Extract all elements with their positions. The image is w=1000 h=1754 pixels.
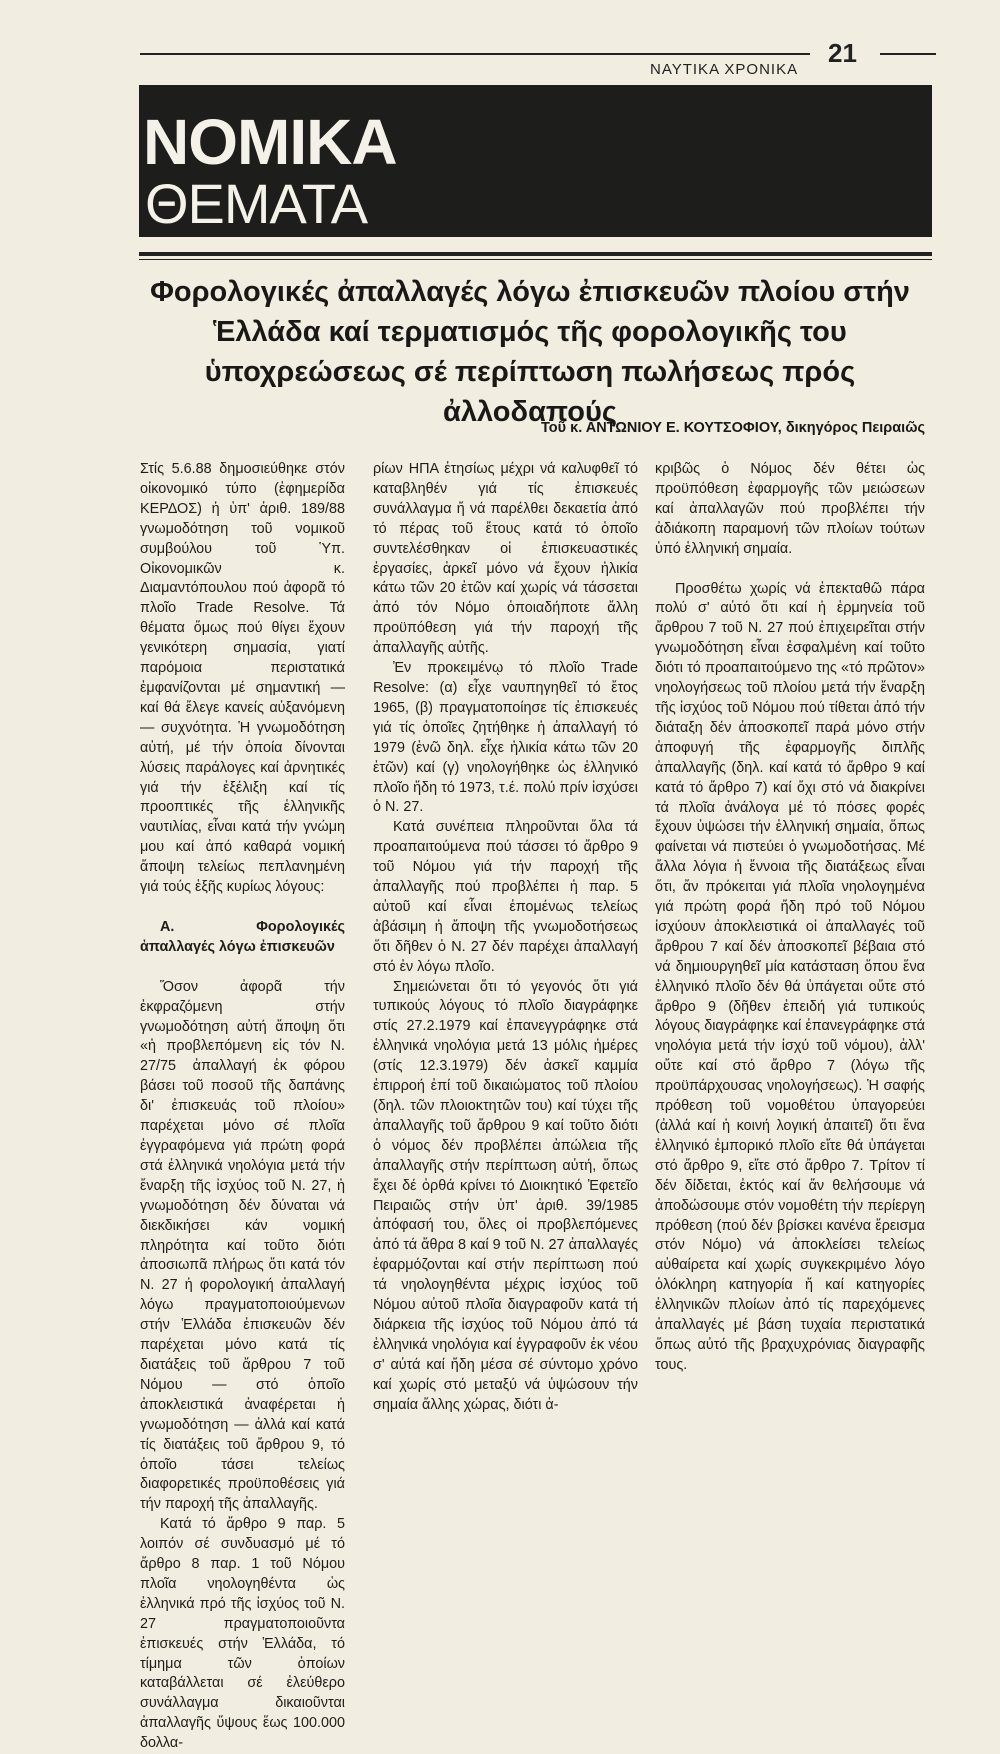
column-2 bbox=[373, 460, 638, 1416]
masthead-line1: ΝΟΜΙΚΑ bbox=[143, 106, 397, 178]
paragraph: ρίων ΗΠΑ ἐτησίως μέχρι νά καλυφθεῖ τό καταβληθέν γιά τίς ἐπισκευές συνάλλαγμα ἤ νά παρέλθει δεκαετία ἀπό τό πέρας τοῦ ἔτους κατά τό ὁποῖο συντελέσθηκαν οἱ ἐπισκευαστικές ἐργασίες, ἀρκεῖ μόνο νά ἔχουν ἡλικία κάτω τῶν 20 ἐτῶν καί χωρίς νά τάσσεται ἀπό τόν Νόμο ὁποιαδήποτε ἄλλη προϋπόθεση γιά τήν παροχή τῆς ἀπαλλαγῆς αὐτῆς. bbox=[373, 461, 638, 657]
paragraph: Κατά τό ἄρθρο 9 παρ. 5 λοιπόν σέ συνδυασμό μέ τό ἄρθρο 8 παρ. 1 τοῦ Νόμου πλοῖα νηολογηθέντα ὡς ἑλληνικά πρό τῆς ἰσχύος τοῦ Ν. 27 πραγματοποιοῦντα ἐπισκευές στήν Ἑλλάδα, τό τίμημα τῶν ὁποίων καταβάλλεται σέ ἐλεύθερο συνάλλαγμα δικαιοῦνται ἀπαλλαγῆς ὕψους ἕως 100.000 δολλα- bbox=[140, 1516, 345, 1752]
paragraph: Κατά συνέπεια πληροῦνται ὅλα τά προαπαιτούμενα πού τάσσει τό ἄρθρο 9 τοῦ Νόμου γιά τήν παροχή τῆς ἀπαλλαγῆς πού προβλέπει ἡ παρ. 5 αὐτοῦ καί εἶναι ἐπομένως τελείως ἀβάσιμη ἡ ἄποψη τῆς γνωμοδοτήσεως ὅτι δῆθεν ὁ Ν. 27 δέν παρέχει ἀπαλλαγή στό ἐν λόγω πλοῖο. bbox=[373, 819, 638, 975]
paragraph: Προσθέτω χωρίς νά ἐπεκταθῶ πάρα πολύ σ' αὐτό ὅτι καί ἡ ἑρμηνεία τοῦ ἄρθρου 7 τοῦ Ν. 27 πού ἐπιχειρεῖται στήν γνωμοδότηση εἶναι ἐσφαλμένη καί τοῦτο διότι τό προαπαιτούμενο της «τό πρῶτον» νηολογήσεως τοῦ πλοίου μετά τήν ἔναρξη τῆς ἰσχύος τοῦ Νόμου πού τίθεται ἀπό τήν διάταξη δέν ἀποσκοπεῖ παρά μόνο στήν ἀποφυγή τῆς ἐφαρμογῆς διπλῆς ἀπαλλαγῆς (δηλ. καί κατά τό ἄρθρο 9 καί κατά τό ἄρθρο 7) καί ὄχι στό νά διακρίνει τά πλοῖα ἀνάλογα μέ τό πόσες φορές ἔχουν ὑψώσει τήν ἑλληνική σημαία, ὅπως φαίνεται νά πιστεύει ὁ γνωμοδοτήσας. Μέ ἄλλα λόγια ἡ ἔννοια τῆς διατάξεως εἶναι ὅτι, ἄν πρόκειται γιά πλοῖα νηολογημένα γιά πρώτη φορά ἤδη πρό τοῦ Νόμου ἰσχύουν ἀποκλειστικά οἱ ἀπαλλαγές τοῦ ἄρθρου 7 καί δέν ἀποσκοπεῖ βέβαια στό νά δημιουργηθεῖ μία κατάσταση ὅπου ἕνα ἑλληνικό πλοῖο δέν θά ὑπάγεται οὔτε στό ἄρθρο 9 (δῆθεν ἐπειδή γιά τυπικούς λόγους διαγράφηκε καί ἐπανεγράφηκε στά νηολόγια μετά τήν ἰσχύ τοῦ νόμου), ἀλλ' οὔτε καί στό ἄρθρο 7 (λόγω τῆς προϋπάρχουσας νηολογήσεως). Ἡ σαφής πρόθεση τοῦ νομοθέτου ὑπαγορεύει (ἀλλά καί ἡ κοινή λογική ἀπαιτεῖ) ὅτι ἕνα ἑλληνικό ἐμπορικό πλοῖο εἴτε θά ὑπάγεται στό ἄρθρο 9, εἴτε στό ἄρθρο 7. Τρίτον τί δέν δίδεται, ἐκτός καί ἄν θελήσουμε νά ἀποδώσουμε στόν νομοθέτη τήν περίεργη πρόθεση (πού δέν βρίσκει κανένα ἔρεισμα στόν Νόμο) νά ἀποκλείσει τελείως αὐθαίρετα καί χωρίς συγκεκριμένο λόγο ὁλόκληρη κατηγορία ἤ καί κατηγορίες ἑλληνικῶν πλοίων ἀπό τίς παρεχόμενες ἀπαλλαγές μέ βάση τυχαία περιστατικά ὅπως αὐτό τῆς βραχυχρόνιας διαγραφῆς τους. bbox=[655, 580, 925, 1373]
page-number: 21 bbox=[828, 38, 857, 68]
masthead-line2: ΘΕΜΑΤΑ bbox=[145, 172, 368, 235]
paragraph: Στίς 5.6.88 δημοσιεύθηκε στόν οἰκονομικό τύπο (ἐφημερίδα ΚΕΡΔΟΣ) ἡ ὑπ' ἀριθ. 189/88 γνωμοδότηση τοῦ νομικοῦ συμβούλου τοῦ Ὑπ. Οἰκονομικῶν κ. Διαμαντόπουλου πού ἀφορᾶ τό πλοῖο Trade Resolve. Τά θέματα ὅμως πού θίγει ἔχουν γενικότερη σημασία, γιατί παρόμοια περιστατικά ἐμφανίζονται μέ σημαντική — καί θά ἔλεγε κανείς αὐξανόμενη — συχνότητα. Ἡ γνωμοδότηση αὐτή, μέ τήν ὁποία δίνονται λύσεις παράλογες καί ἀρνητικές γιά τήν ἐξέλιξη καί τίς προοπτικές τῆς ἑλληνικῆς ναυτιλίας, εἶναι κατά τήν γνώμη μου καί ἀπό καθαρά νομική ἄποψη τελείως πεπλανημένη γιά τούς ἑξῆς κυρίως λόγους: bbox=[140, 461, 345, 896]
masthead-rule-thick bbox=[139, 252, 932, 256]
running-header-magazine: ΝΑΥΤΙΚΑ ΧΡΟΝΙΚΑ bbox=[650, 61, 799, 78]
section-subheading: Α. Φορολογικές ἀπαλλαγές λόγω ἐπισκευῶν bbox=[140, 918, 345, 955]
column-3 bbox=[655, 460, 925, 1376]
article-byline: Τοῦ κ. ΑΝΤΩΝΙΟΥ Ε. ΚΟΥΤΣΟΦΙΟΥ, δικηγόρος Πειραιῶς bbox=[541, 420, 925, 436]
column-1 bbox=[140, 460, 345, 1754]
header-rule-left bbox=[140, 53, 810, 55]
paragraph: κριβῶς ὁ Νόμος δέν θέτει ὡς προϋπόθεση ἐφαρμογῆς τῶν μειώσεων καί ἀπαλλαγῶν πού προβλέπει τήν ἀδιάκοπη παραμονή τῶν πλοίων τούτων ὑπό ἑλληνική σημαία. bbox=[655, 461, 925, 557]
header-rule-right bbox=[880, 53, 936, 55]
paragraph: Σημειώνεται ὅτι τό γεγονός ὅτι γιά τυπικούς λόγους τό πλοῖο διαγράφηκε στίς 27.2.1979 καί ἐπανεγγράφηκε στά ἑλληνικά νηολόγια μετά 13 μόλις ἡμέρες (στίς 12.3.1979) δέν ἀσκεῖ καμμία ἐπιρροή ἐπί τοῦ δικαιώματος τοῦ πλοίου (δηλ. τῶν πλοιοκτητῶν του) καί τύχει τῆς ἀπαλλαγῆς τοῦ ἄρθρου 9 καί τοῦτο διότι ὁ νόμος δέν προβλέπει ἀπώλεια τῆς ἀπαλλαγῆς στήν περίπτωση αὐτή, ὅπως ἔχει δέ ὀρθά κρίνει τό Διοικητικό Ἐφετεῖο Πειραιῶς στήν ὑπ' ἀριθ. 39/1985 ἀπόφασή του, ὅλες οἱ προβλεπόμενες ἀπό τά ἄθρα 8 καί 9 τοῦ Ν. 27 ἀπαλλαγές ἐφαρμόζονται καί στήν περίπτωση πού τά νηολογηθέντα μέχρις ἰσχύος τοῦ Νόμου αὐτοῦ πλοῖα διαγραφοῦν κατά τή διάρκεια τῆς ἰσχύος τοῦ Νόμου ἀπό τά ἑλληνικά νηολόγια καί ἐγγραφοῦν ἐκ νέου σ' αὐτά καί ἤδη μέσα σέ σύντομο χρόνο καί χωρίς στό μεταξύ νά ὑψώσουν τήν σημαία ἄλλης χώρας, διότι ἀ- bbox=[373, 978, 638, 1413]
article-title: Φορολογικές ἀπαλλαγές λόγω ἐπισκευῶν πλοίου στήν Ἑλλάδα καί τερματισμός τῆς φορολογικῆς του ὑποχρεώσεως σέ περίπτωση πωλήσεως πρός ἀλλοδαπούς bbox=[150, 276, 910, 428]
masthead-rule-thin bbox=[139, 259, 932, 260]
paragraph: Ἐν προκειμένῳ τό πλοῖο Trade Resolve: (α) εἶχε ναυπηγηθεῖ τό ἔτος 1965, (β) πραγματοποίησε τίς ἐπισκευές γιά τίς ὁποῖες ζητήθηκε ἡ ἀπαλλαγή τό 1979 (ἑνῶ δηλ. εἶχε ἡλικία κάτω τῶν 20 ἐτῶν) καί (γ) νηολογήθηκε ὡς ἑλληνικό πλοῖο ἤδη τό 1973, τ.έ. πολύ πρίν ἰσχύσει ὁ Ν. 27. bbox=[373, 660, 638, 816]
paragraph: Ὅσον ἀφορᾶ τήν ἐκφραζόμενη στήν γνωμοδότηση αὐτή ἄποψη ὅτι «ἡ προβλεπόμενη εἰς τόν Ν. 27/75 ἀπαλλαγή ἐκ φόρου βάσει τοῦ ποσοῦ τῆς δαπάνης δι' ἐπισκευάς τοῦ πλοίου» παρέχεται μόνο σέ πλοῖα ἐγγραφόμενα γιά πρώτη φορά στά ἑλληνικά νηολόγια μετά τήν ἔναρξη τῆς ἰσχύος τοῦ Ν. 27, ἡ γνωμοδότηση δέν δύναται νά διεκδικήσει κάν νομική πληρότητα καί τοῦτο διότι ἀποσιωπᾶ πλήρως ὅτι κατά τόν Ν. 27 ἡ φορολογική ἀπαλλαγή λόγω πραγματοποιούμενων στήν Ἑλλάδα ἐπισκευῶν δέν παρέχεται μόνο κατά τίς διατάξεις τοῦ ἄρθρου 7 τοῦ Νόμου — στό ὁποῖο ἀποκλειστικά ἀναφέρεται ἡ γνωμοδότηση — ἀλλά καί κατά τίς διατάξεις τοῦ ἄρθρου 9, τό ὁποῖο τάσει τελείως διαφορετικές προϋποθέσεις γιά τήν παροχή τῆς ἀπαλλαγῆς. bbox=[140, 978, 345, 1513]
